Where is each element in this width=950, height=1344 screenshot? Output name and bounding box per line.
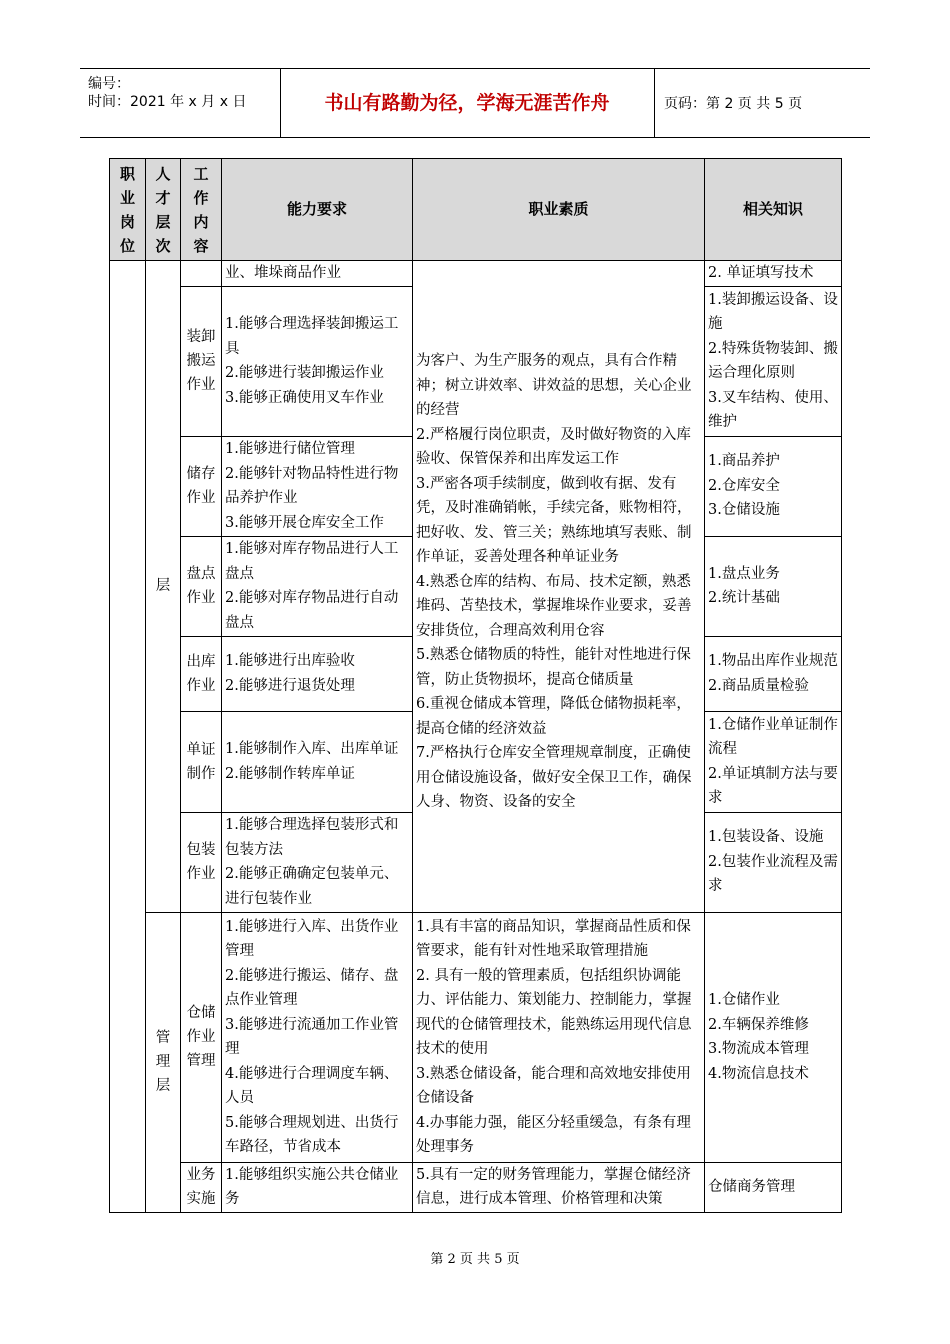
competency-table xyxy=(109,158,842,1213)
ability-cell: 1.能够合理选择装卸搬运工具 2.能够进行装卸搬运作业 3.能够正确使用叉车作业 xyxy=(222,286,413,436)
knowledge-cell: 1.仓储作业 2.车辆保养维修 3.物流成本管理 4.物流信息技术 xyxy=(705,912,842,1162)
work-cell: 装卸 搬运 作业 xyxy=(181,286,222,436)
quality-cell: 1.具有丰富的商品知识，掌握商品性质和保管要求，能有针对性地采取管理措施 2. 具有一般的管理素质，包括组织协调能力、评估能力、策划能力、控制能力，掌握现代的仓储管理技术，能熟练运用现代信息技术的使用 3.熟悉仓储设备，能合理和高效地安排使用仓储设备 4.办事能力强，能区分轻重缓急，有条有理处理事务 xyxy=(413,912,705,1162)
work-cell xyxy=(181,261,222,287)
level-manager: 管 理 层 xyxy=(146,912,181,1212)
work-cell: 盘点 作业 xyxy=(181,536,222,636)
work-cell: 仓储 作业 管理 xyxy=(181,912,222,1162)
page-header xyxy=(80,68,870,138)
work-cell: 业务 实施 xyxy=(181,1162,222,1212)
knowledge-cell: 2. 单证填写技术 xyxy=(705,261,842,287)
quality-operator: 为客户、为生产服务的观点，具有合作精神；树立讲效率、讲效益的思想，关心企业的经营 2.严格履行岗位职责，及时做好物资的入库验收、保管保养和出库发运工作 3.严密各项手续制度，做到收有据、发有凭，及时准确销帐，手续完备，账物相符，把好收、发、管三关；熟练地填写表账、制作单证，妥善处理各种单证业务 4.熟悉仓库的结构、布局、技术定额，熟悉堆码、苫垫技术，掌握堆垛作业要求，妥善安排货位，合理高效利用仓容 5.熟悉仓储物质的特性，能针对性地进行保管，防止货物损坏，提高仓储质量 6.重视仓储成本管理，降低仓储物损耗率，提高仓储的经济效益 7.严格执行仓库安全管理规章制度，正确使用仓储设施设备，做好安全保卫工作，确保人身、物资、设备的安全 xyxy=(413,261,705,913)
header-position: 职 业 岗 位 xyxy=(110,159,146,261)
ability-cell: 1.能够进行储位管理 2.能够针对物品特性进行物品养护作业 3.能够开展仓库安全工作 xyxy=(222,436,413,536)
knowledge-cell: 1.仓储作业单证制作流程 2.单证填制方法与要求 xyxy=(705,711,842,812)
page-footer: 第 2 页 共 5 页 xyxy=(430,1252,520,1267)
position-cell xyxy=(110,261,146,1213)
ability-cell: 1.能够制作入库、出库单证 2.能够制作转库单证 xyxy=(222,711,413,812)
knowledge-cell: 1.装卸搬运设备、设施 2.特殊货物装卸、搬运合理化原则 3.叉车结构、使用、维护 xyxy=(705,286,842,436)
ability-cell: 1.能够进行入库、出货作业管理 2.能够进行搬运、储存、盘点作业管理 3.能够进行流通加工作业管理 4.能够进行合理调度车辆、人员 5.能够合理规划进、出货行车路径，节省成本 xyxy=(222,912,413,1162)
ability-cell: 1.能够组织实施公共仓储业务 xyxy=(222,1162,413,1212)
knowledge-cell: 仓储商务管理 xyxy=(705,1162,842,1212)
ability-cell: 1.能够进行出库验收 2.能够进行退货处理 xyxy=(222,636,413,711)
knowledge-cell: 1.盘点业务 2.统计基础 xyxy=(705,536,842,636)
knowledge-cell: 1.包装设备、设施 2.包装作业流程及需求 xyxy=(705,812,842,912)
table-row xyxy=(110,1162,842,1212)
level-operator: 层 xyxy=(146,261,181,913)
knowledge-cell: 1.商品养护 2.仓库安全 3.仓储设施 xyxy=(705,436,842,536)
header-level: 人 才 层 次 xyxy=(146,159,181,261)
header-knowledge: 相关知识 xyxy=(705,159,842,261)
header-ability: 能力要求 xyxy=(222,159,413,261)
header-quality: 职业素质 xyxy=(413,159,705,261)
header-motto: 书山有路勤为径，学海无涯苦作舟 xyxy=(324,92,610,114)
ability-cell: 业、堆垛商品作业 xyxy=(222,261,413,287)
doc-time: 时间：2021 年 x 月 x 日 xyxy=(88,94,247,110)
knowledge-cell: 1.物品出库作业规范 2.商品质量检验 xyxy=(705,636,842,711)
doc-code: 编号： xyxy=(88,76,130,92)
work-cell: 包装 作业 xyxy=(181,812,222,912)
header-page-number: 页码：第 2 页 共 5 页 xyxy=(664,96,803,112)
header-meta-cell xyxy=(80,69,281,137)
ability-cell: 1.能够对库存物品进行人工盘点 2.能够对库存物品进行自动盘点 xyxy=(222,536,413,636)
work-cell: 储存 作业 xyxy=(181,436,222,536)
header-work: 工 作 内 容 xyxy=(181,159,222,261)
work-cell: 单证 制作 xyxy=(181,711,222,812)
quality-cell: 5.具有一定的财务管理能力，掌握仓储经济信息，进行成本管理、价格管理和决策 xyxy=(413,1162,705,1212)
work-cell: 出库 作业 xyxy=(181,636,222,711)
table-row xyxy=(110,261,842,287)
table-header-row xyxy=(110,159,842,261)
ability-cell: 1.能够合理选择包装形式和包装方法 2.能够正确确定包装单元、进行包装作业 xyxy=(222,812,413,912)
table-row xyxy=(110,912,842,1162)
